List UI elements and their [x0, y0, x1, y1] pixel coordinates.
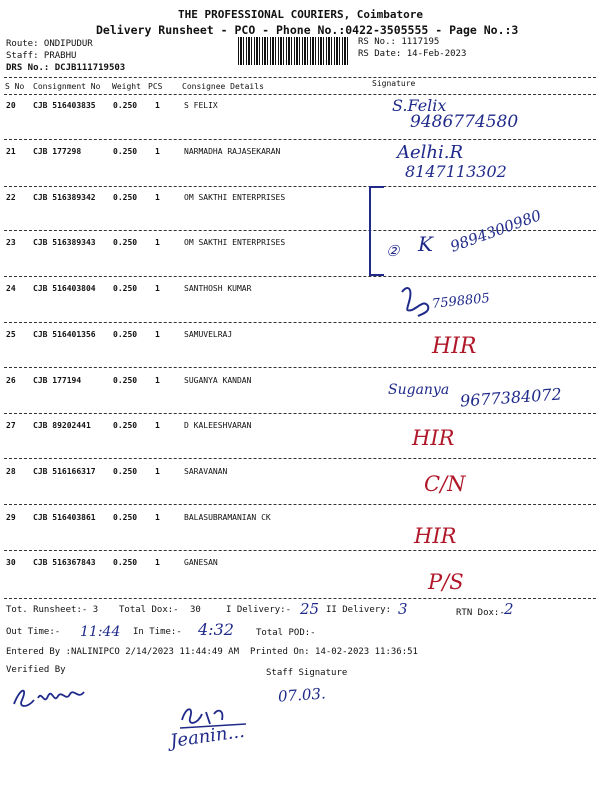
divider: [4, 458, 596, 459]
row-weight: 0.250: [113, 284, 138, 293]
row-pcs: 1: [155, 376, 160, 385]
row-weight: 0.250: [113, 558, 138, 567]
divider: [4, 322, 596, 323]
total-dox-label: Total Dox:-: [119, 605, 179, 615]
row-consignment: CJB 516403804: [33, 284, 96, 293]
row-pcs: 1: [155, 558, 160, 567]
handwritten-signature: K: [418, 232, 433, 256]
handwritten-status: P/S: [428, 570, 464, 594]
row-consignment: CJB 516166317: [33, 467, 96, 476]
handwritten-phone: 9894300980: [447, 206, 544, 256]
row-consignee: D KALEESHVARAN: [184, 421, 252, 430]
row-sno: 21: [6, 147, 16, 156]
route: Route: ONDIPUDUR: [6, 39, 93, 49]
row-sno: 27: [6, 421, 16, 430]
in-time-value: 4:32: [198, 620, 234, 639]
divider: [4, 276, 596, 277]
divider: [4, 598, 596, 599]
printed-on: Printed On: 14-02-2023 11:36:51: [250, 647, 418, 657]
row-sno: 28: [6, 467, 16, 476]
ii-delivery-label: II Delivery:: [326, 605, 392, 615]
row-sno: 22: [6, 193, 16, 202]
row-consignment: CJB 516389342: [33, 193, 96, 202]
col-pcs: PCS: [148, 82, 163, 91]
col-signature: Signature: [372, 79, 416, 88]
handwritten-status: HIR: [432, 334, 477, 359]
row-sno: 25: [6, 330, 16, 339]
handwritten-phone: 8147113302: [405, 162, 507, 181]
row-consignee: BALASUBRAMANIAN CK: [184, 513, 271, 522]
handwritten-signature: Aelhi.R: [397, 142, 464, 163]
handwritten-phone: 9677384072: [459, 384, 563, 411]
staff-signature-label: Staff Signature: [266, 668, 348, 678]
divider: [4, 367, 596, 368]
row-consignment: CJB 177298: [33, 147, 82, 156]
signature-scribble: [398, 284, 434, 318]
divider: [4, 77, 596, 78]
row-consignee: OM SAKTHI ENTERPRISES: [184, 238, 286, 247]
row-pcs: 1: [155, 513, 160, 522]
total-pod-label: Total POD:-: [256, 628, 316, 638]
row-pcs: 1: [155, 284, 160, 293]
row-sno: 26: [6, 376, 16, 385]
row-consignee: SUGANYA KANDAN: [184, 376, 252, 385]
handwritten-phone: 7598805: [431, 291, 491, 312]
row-sno: 30: [6, 558, 16, 567]
handwritten-status: HIR: [414, 524, 457, 548]
handwritten-phone: 9486774580: [410, 112, 519, 132]
row-consignment: CJB 516389343: [33, 238, 96, 247]
row-pcs: 1: [155, 238, 160, 247]
row-sno: 20: [6, 101, 16, 110]
row-weight: 0.250: [113, 330, 138, 339]
staff-signature-date: 07.03.: [277, 684, 327, 706]
col-consignment: Consignment No: [33, 82, 101, 91]
runsheet-title: Delivery Runsheet - PCO - Phone No.:0422-3505555 - Page No.:3: [96, 23, 519, 37]
rtn-dox-label: RTN Dox:-: [456, 608, 505, 618]
divider: [4, 186, 596, 187]
row-consignee: GANESAN: [184, 558, 218, 567]
row-pcs: 1: [155, 330, 160, 339]
in-time-label: In Time:-: [133, 627, 182, 637]
handwritten-status: C/N: [424, 472, 466, 496]
row-consignment: CJB 516403861: [33, 513, 96, 522]
rtn-dox-value: 2: [504, 600, 514, 618]
i-delivery-label: I Delivery:-: [226, 605, 292, 615]
row-consignment: CJB 516401356: [33, 330, 96, 339]
divider: [4, 504, 596, 505]
col-sno: S No: [5, 82, 25, 91]
staff-signature-name: Jeanin...: [168, 720, 246, 753]
out-time-value: 11:44: [80, 624, 121, 640]
row-consignee: NARMADHA RAJASEKARAN: [184, 147, 281, 156]
row-consignment: CJB 177194: [33, 376, 82, 385]
row-consignee: OM SAKTHI ENTERPRISES: [184, 193, 286, 202]
drs-no: DRS No.: DCJB111719503: [6, 63, 126, 73]
row-weight: 0.250: [113, 147, 138, 156]
row-weight: 0.250: [113, 421, 138, 430]
handwritten-signature: S.Felix: [392, 96, 447, 115]
divider: [4, 139, 596, 140]
row-pcs: 1: [155, 101, 160, 110]
col-weight: Weight: [112, 82, 141, 91]
row-weight: 0.250: [113, 376, 138, 385]
row-weight: 0.250: [113, 238, 138, 247]
row-consignee: S FELIX: [184, 101, 218, 110]
row-sno: 23: [6, 238, 16, 247]
divider: [4, 413, 596, 414]
verified-by: Verified By: [6, 665, 66, 675]
row-consignee: SARAVANAN: [184, 467, 228, 476]
entered-by: Entered By :NALINIPCO 2/14/2023 11:44:49 AM: [6, 647, 239, 657]
row-pcs: 1: [155, 467, 160, 476]
row-consignment: CJB 516367843: [33, 558, 96, 567]
row-consignment: CJB 516403835: [33, 101, 96, 110]
row-weight: 0.250: [113, 467, 138, 476]
handwritten-status: HIR: [412, 426, 455, 450]
row-consignment: CJB 89202441: [33, 421, 91, 430]
divider: [4, 94, 596, 95]
row-consignee: SAMUVELRAJ: [184, 330, 233, 339]
rs-no: RS No.: 1117195: [358, 37, 440, 47]
row-pcs: 1: [155, 147, 160, 156]
row-weight: 0.250: [113, 193, 138, 202]
barcode: [238, 37, 350, 65]
divider: [4, 550, 596, 551]
row-pcs: 1: [155, 421, 160, 430]
company-name: THE PROFESSIONAL COURIERS, Coimbatore: [178, 8, 424, 21]
i-delivery-value: 25: [300, 600, 320, 618]
out-time-label: Out Time:-: [6, 627, 61, 637]
bracket-mark: [364, 185, 388, 277]
tot-runsheet: Tot. Runsheet:- 3: [6, 605, 99, 615]
row-sno: 24: [6, 284, 16, 293]
staff: Staff: PRABHU: [6, 51, 77, 61]
row-sno: 29: [6, 513, 16, 522]
handwritten-signature: Suganya: [388, 382, 450, 398]
row-weight: 0.250: [113, 513, 138, 522]
rs-date: RS Date: 14-Feb-2023: [358, 49, 467, 59]
row-weight: 0.250: [113, 101, 138, 110]
row-consignee: SANTHOSH KUMAR: [184, 284, 252, 293]
ii-delivery-value: 3: [398, 600, 408, 618]
row-pcs: 1: [155, 193, 160, 202]
total-dox-value: 30: [190, 605, 201, 615]
col-consignee: Consignee Details: [182, 82, 264, 91]
circled-mark: ②: [386, 242, 400, 260]
verifier-signature: [8, 678, 98, 714]
